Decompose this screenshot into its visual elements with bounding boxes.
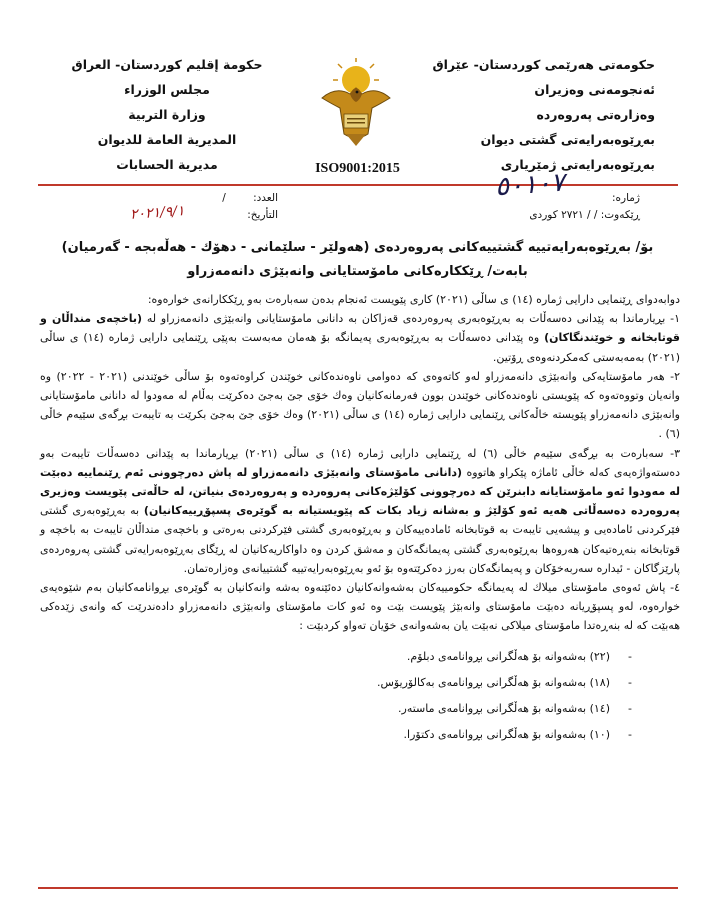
paragraph-3-text-a: ٣- سەبارەت بە بڕگەی سێیەم خاڵی (٦) لە ڕێنمایی دارایی ژمارە (١٤) ی ساڵی (٢٠٢١) بڕیارماندا بە پێدانی دەسەڵات تایبەت بەو دەستەواژەیەی كەلە خاڵی ئاماژە پێكراو هاتووە (40, 446, 680, 479)
paragraph-3-text-b: بە بەڕێوەبەری گشتی فێركردنی ئامادەیی و پیشەیی تایبەت بە قوتابخانە ئامادەییەكان و بەڕێوەبەری گشتی فێركردنی بەرەتی و باخچەی منداڵان تایبەت بە باخچە و قوتابخانە بنەڕەتیەكان هەروەها بەڕێوەبەری گشتی پەیمانگەكان و مەشق كردن وە داواكاریەكانیان لە ڕێگای بەڕێوەبەرایەتی گشتی پەروەردەی پارێزگاكان - ئیدارە سەربەخۆكان و پەیمانگەكان بەرز دەكرێتەوە بۆ ئەو بەڕێوەبەرایەتییە گشتییانەی وەزارەتمان. (40, 504, 680, 575)
subject-block (40, 236, 675, 284)
list-item (40, 644, 632, 670)
arabic-directorate-line: المديرية العامة للديوان (97, 132, 237, 147)
list-item-text: (٢٢) بەشەوانە بۆ هەڵگرانی بڕوانامەی دبلۆم. (406, 649, 610, 663)
number-label-ku: ژمارە: (611, 192, 640, 204)
kurdish-accounting-line: بەڕێوەبەرایەتی ژمێریاری (500, 157, 655, 172)
date-label-ar: التأريخ: (247, 209, 278, 221)
list-item (40, 696, 632, 722)
reference-block-kurdish (440, 190, 640, 224)
paragraph-1 (40, 309, 680, 367)
header-divider (38, 184, 678, 186)
kurdish-gov-line: حكومەتی هەرێمی كوردستان- عێراق (432, 57, 655, 72)
list-item-text: (١٠) بەشەوانە بۆ هەڵگرانی بڕوانامەی دكتۆرا. (403, 727, 610, 741)
kurdish-ministry-line: وەزارەتی پەروەردە (536, 107, 655, 122)
list-item (40, 722, 632, 748)
number-value-ar: / (222, 192, 226, 204)
bullet-dash: - (628, 649, 632, 663)
paragraph-1-bold: (باخچەی منداڵان و قوتابخانە و خوێندنگاكان) (40, 312, 681, 345)
date-value-ku: / / ٢٧٢١ كوردی (529, 209, 598, 221)
bullet-dash: - (628, 701, 632, 715)
arabic-council-line: مجلس الوزراء (124, 82, 210, 97)
list-item (40, 670, 632, 696)
paragraph-4: ٤- پاش ئەوەی مامۆستای میلاك لە پەیمانگە حكومییەكان بەشەوانەكانیان دەئێنەوە بەشە وانەكانیان بە گوێرەی بڕوانامەكانیان بەم شێوەیەی خوارەوە، لەو پسپۆڕیانە دەبێت مامۆستای وانەبێژ پێویست بێت وە ئەو كات مامۆستای وانەبێژی دانەمەزراو دادەندرێت كە وانەی زێدەكی هەبێت كە لە بنەڕەتدا مامۆستای میلاكی نەبێت یان بەشەوانەی خۆیان تەواو كردبێت : (40, 581, 680, 633)
date-label-ku: ڕێكەوت: (600, 209, 640, 221)
intro-paragraph: دوابەدوای ڕێنمایی دارایی ژمارە (١٤) ی ساڵی (٢٠٢١) كاری پێویست ئەنجام بدەن سەبارەت بەو ڕێككارانەی خوارەوە: (147, 293, 680, 306)
iso-certification: ISO9001:2015 (315, 161, 400, 176)
kurdish-letterhead (415, 52, 655, 177)
paragraph-2: ٢- هەر مامۆستایەكی وانەبێژی دانەمەزراو لەو كاتەوەی كە دەوامی ناوەندەكانی خوێندن كراوەتەوە بۆ ساڵی خوێندنی (٢٠٢١ - ٢٠٢٢) وە وانەیان وتووەتەوە كە پێویستی ناوەندەكانی خوێندن بوون فەرمانەكانیان وەك خۆی جێ بەجێ دەكرێت بەڵام لە مەودوا لە دانانی مامۆستایانی وانەبێژی دانەمەزراو پێویستە خاڵەكانی ڕێنمایی دارایی ژمارە (١٤) ی ساڵی (٢٠٢١) وەك خۆی جێ بەجێ بكرێت بە تایبەت بڕگەی سێیەم خاڵی (٦) . (40, 369, 681, 441)
letterhead (0, 40, 715, 190)
bullet-dash: - (628, 727, 632, 741)
arabic-ministry-line: وزارة التربية (128, 107, 206, 122)
handwritten-number: ٥٠١٠٧ (494, 167, 566, 203)
paragraph-3 (40, 444, 680, 578)
paragraph-1-text-a: ١- بڕیارماندا بە پێدانی دەسەڵات بە بەڕێوەبەری پەروەردەی قەزاكان بە دانانی مامۆستایانی وانەبێژی دانەمەزراو لە (146, 312, 681, 326)
list-item-text: (١٤) بەشەوانە بۆ هەڵگرانی بڕوانامەی ماستەر. (398, 701, 610, 715)
letter-body (40, 290, 680, 748)
number-label-ar: العدد: (253, 192, 278, 204)
paragraph-3-bold: (دانانی مامۆستای وانەبێژی دانەمەزراو لە پاش دەرچوونی ئەم ڕێنماییە دەبێت لە مەودوا ئەو مامۆستایانە دابنرێن كە دەرچوونی كۆلێژەكانی پەروەردە و پەروەردەی بنیاتن، لە حاڵەتی پێویست وەزیری پەروەردە دەسەڵاتی هەیە ئەو كۆلێژ و بەشانە زیاد بكات كە پێویستیانە بە گوێرەی پسپۆڕییەكانیان) (40, 465, 680, 518)
bullet-dash: - (628, 675, 632, 689)
arabic-gov-line: حكومة إقليم كوردستان- العراق (71, 57, 263, 72)
arabic-accounting-line: مديرية الحسابات (116, 157, 218, 172)
subject-line: بابەت/ ڕێككارەكانی مامۆستایانی وانەبێژی دانەمەزراو (187, 264, 528, 279)
kurdish-directorate-line: بەڕێوەبەرایەتی گشتی دیوان (480, 132, 655, 147)
handwritten-date: ٢٠٢١/٩/١ (129, 203, 186, 223)
kurdistan-eagle-emblem-icon (316, 58, 396, 148)
list-item-text: (١٨) بەشەوانە بۆ هەڵگرانی بڕوانامەی بەكالۆریۆس. (376, 675, 610, 689)
qualification-list (40, 644, 680, 748)
arabic-letterhead (62, 52, 272, 177)
paragraph-1-text-b: وە پێدانی دەسەڵات بە بەڕێوەبەری پەیمانگە بۆ هەمان مەبەست بەپێی ڕێنمایی دارایی ژمارە (١٤) ی ساڵی (٢٠٢١) بەمەبەستی كەمكردنەوەی ڕۆتین. (40, 331, 680, 364)
kurdish-council-line: ئەنجومەنی وەزیران (534, 82, 655, 97)
footer-divider (38, 887, 678, 889)
recipient-line: بۆ/ بەڕێوەبەرایەتییە گشتییەكانی پەروەردەی (هەولێر - سلێمانی - دهۆك - هەڵەبجە - گەرمیان) (61, 240, 654, 255)
